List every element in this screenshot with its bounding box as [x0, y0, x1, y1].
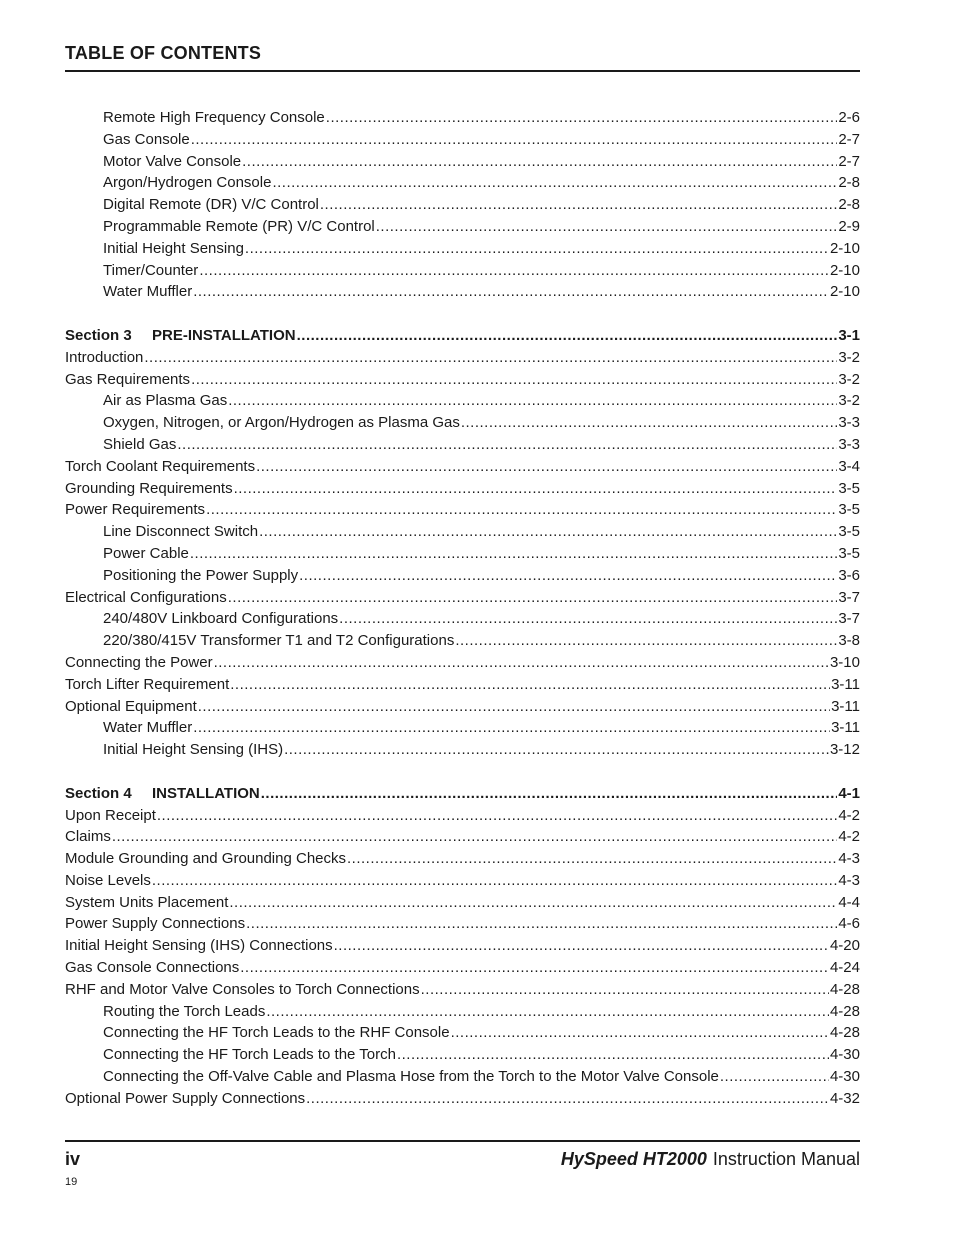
toc-subentry[interactable] [65, 543, 860, 565]
toc-entry-label: Torch Coolant Requirements [65, 457, 256, 475]
toc-entry[interactable] [65, 805, 860, 827]
toc-page-number: 4-6 [838, 915, 860, 933]
dot-leader [334, 935, 829, 957]
toc-subentry[interactable] [65, 238, 860, 260]
toc-entry-label: Shield Gas [103, 435, 177, 453]
section-spacer [65, 761, 860, 783]
dot-leader [376, 216, 838, 238]
page-header [65, 43, 860, 64]
header-divider [65, 70, 860, 72]
toc-page-number: 3-2 [838, 370, 860, 388]
toc-page-number: 2-8 [838, 174, 860, 192]
toc-entry-label: RHF and Motor Valve Consoles to Torch Connections [65, 980, 420, 998]
toc-entry-label: Power Requirements [65, 501, 206, 519]
toc-page-number: 2-10 [829, 239, 860, 257]
toc-entry-label: Gas Console Connections [65, 959, 240, 977]
toc-page-number: 4-28 [829, 1002, 860, 1020]
toc-entry[interactable] [65, 957, 860, 979]
toc-entry[interactable] [65, 587, 860, 609]
toc-page-number: 2-10 [829, 283, 860, 301]
toc-entry[interactable] [65, 1088, 860, 1110]
toc-entry-label: Programmable Remote (PR) V/C Control [103, 217, 375, 235]
toc-subentry[interactable] [65, 717, 860, 739]
toc-subentry[interactable] [65, 1066, 860, 1088]
toc-page-number: 2-7 [838, 152, 860, 170]
toc-entry-label: Optional Equipment [65, 697, 197, 715]
toc-page-number: 3-11 [831, 697, 860, 715]
dot-leader [157, 805, 837, 827]
toc-entry-label: Initial Height Sensing [103, 239, 244, 257]
toc-entry[interactable] [65, 826, 860, 848]
toc-entry-label: Upon Receipt [65, 806, 156, 824]
dot-leader [242, 151, 837, 173]
toc-entry[interactable] [65, 913, 860, 935]
toc-page-number: 3-2 [838, 392, 860, 410]
toc-subentry[interactable] [65, 1001, 860, 1023]
toc-subentry[interactable] [65, 260, 860, 282]
toc-entry-label: Introduction [65, 348, 144, 366]
toc-entry[interactable] [65, 652, 860, 674]
footer-page-number: iv [65, 1149, 81, 1169]
toc-entry-label [65, 325, 296, 347]
toc-entry-label: Module Grounding and Grounding Checks [65, 850, 347, 868]
dot-leader [234, 478, 838, 500]
section-title: PRE-INSTALLATION [152, 326, 296, 344]
table-of-contents [65, 107, 860, 1110]
toc-page-number: 4-2 [838, 806, 860, 824]
toc-entry-label: Initial Height Sensing (IHS) [103, 741, 284, 759]
toc-entry-label: 240/480V Linkboard Configurations [103, 610, 339, 628]
dot-leader [455, 630, 837, 652]
folio-number: 19 [65, 1176, 78, 1188]
toc-entry[interactable] [65, 347, 860, 369]
toc-subentry[interactable] [65, 608, 860, 630]
toc-entry-label [65, 783, 260, 805]
dot-leader [144, 347, 837, 369]
toc-section-heading[interactable] [65, 325, 860, 347]
dot-leader [240, 957, 829, 979]
toc-page-number: 3-3 [838, 414, 860, 432]
toc-page-number: 4-4 [838, 893, 860, 911]
toc-page-number: 3-8 [838, 632, 860, 650]
toc-page-number: 3-5 [838, 479, 860, 497]
footer-divider [65, 1140, 860, 1142]
dot-leader [326, 107, 838, 129]
toc-page-number: 2-8 [838, 196, 860, 214]
dot-leader [177, 434, 837, 456]
toc-entry-label: Power Cable [103, 544, 189, 562]
toc-page-number: 3-5 [838, 501, 860, 519]
toc-entry[interactable] [65, 499, 860, 521]
dot-leader [229, 892, 837, 914]
footer-manual-title [561, 1149, 860, 1170]
toc-entry-label: Electrical Configurations [65, 588, 227, 606]
toc-entry[interactable] [65, 369, 860, 391]
toc-page-number: 3-2 [838, 348, 860, 366]
toc-page-number: 4-32 [829, 1089, 860, 1107]
toc-subentry[interactable] [65, 1022, 860, 1044]
toc-page-number: 3-5 [838, 544, 860, 562]
toc-subentry[interactable] [65, 172, 860, 194]
product-brand: HySpeed HT2000 [560, 1149, 707, 1169]
section-number: Section 3 [65, 326, 132, 344]
toc-entry-label: Routing the Torch Leads [103, 1002, 266, 1020]
toc-page-number: 4-20 [829, 937, 860, 955]
dot-leader [266, 1001, 829, 1023]
dot-leader [256, 456, 837, 478]
toc-entry-label: Water Muffler [103, 719, 193, 737]
dot-leader [214, 652, 829, 674]
toc-entry[interactable] [65, 696, 860, 718]
section-number: Section 4 [65, 784, 132, 802]
toc-entry-label: Torch Lifter Requirement [65, 675, 230, 693]
toc-page-number: 3-5 [838, 523, 860, 541]
toc-subentry[interactable] [65, 390, 860, 412]
toc-page-number: 4-28 [829, 980, 860, 998]
dot-leader [198, 696, 830, 718]
toc-entry[interactable] [65, 892, 860, 914]
toc-entry-label: Argon/Hydrogen Console [103, 174, 272, 192]
toc-entry[interactable] [65, 935, 860, 957]
toc-page-number: 3-7 [838, 588, 860, 606]
toc-subentry[interactable] [65, 434, 860, 456]
toc-subentry[interactable] [65, 630, 860, 652]
toc-entry-label: Positioning the Power Supply [103, 566, 299, 584]
toc-entry[interactable] [65, 870, 860, 892]
toc-entry[interactable] [65, 478, 860, 500]
toc-entry[interactable] [65, 674, 860, 696]
toc-page-number: 3-1 [838, 326, 860, 344]
dot-leader [199, 260, 829, 282]
toc-entry-label: Connecting the HF Torch Leads to the Torch [103, 1046, 396, 1064]
toc-entry-label: Water Muffler [103, 283, 193, 301]
dot-leader [259, 521, 837, 543]
dot-leader [297, 325, 838, 347]
toc-page-number: 4-30 [829, 1068, 860, 1086]
toc-entry-label: System Units Placement [65, 893, 229, 911]
dot-leader [206, 499, 837, 521]
toc-subentry[interactable] [65, 129, 860, 151]
dot-leader [245, 238, 829, 260]
toc-subentry[interactable] [65, 107, 860, 129]
toc-page-number: 3-3 [838, 435, 860, 453]
toc-page-number: 2-7 [838, 130, 860, 148]
dot-leader [191, 369, 837, 391]
toc-entry-label: Line Disconnect Switch [103, 523, 259, 541]
toc-page-number: 3-11 [831, 675, 860, 693]
toc-entry-label: Power Supply Connections [65, 915, 246, 933]
toc-entry-label: Remote High Frequency Console [103, 109, 325, 126]
dot-leader [451, 1022, 829, 1044]
dot-leader [112, 826, 837, 848]
toc-page-number: 4-2 [838, 828, 860, 846]
dot-leader [284, 739, 829, 761]
page-title: TABLE OF CONTENTS [65, 43, 262, 63]
toc-entry-label: Gas Requirements [65, 370, 191, 388]
section-title: INSTALLATION [152, 784, 260, 802]
dot-leader [193, 717, 830, 739]
toc-page-number: 2-6 [838, 109, 860, 126]
toc-entry-label: Digital Remote (DR) V/C Control [103, 196, 319, 214]
dot-leader [246, 913, 837, 935]
dot-leader [228, 390, 837, 412]
toc-page-number: 4-24 [829, 959, 860, 977]
dot-leader [230, 674, 830, 696]
dot-leader [193, 281, 829, 303]
toc-entry-label: Connecting the Off-Valve Cable and Plasma Hose from the Torch to the Motor Valve Console [103, 1068, 719, 1086]
toc-entry-label: Connecting the HF Torch Leads to the RHF Console [103, 1024, 450, 1042]
toc-entry-label: Grounding Requirements [65, 479, 233, 497]
toc-subentry[interactable] [65, 151, 860, 173]
toc-entry-label: Motor Valve Console [103, 152, 242, 170]
toc-page-number: 4-28 [829, 1024, 860, 1042]
toc-entry-label: Air as Plasma Gas [103, 392, 228, 410]
toc-page-number: 3-11 [831, 719, 860, 737]
toc-subentry[interactable] [65, 412, 860, 434]
dot-leader [339, 608, 837, 630]
toc-entry[interactable] [65, 979, 860, 1001]
toc-page-number: 4-3 [838, 871, 860, 889]
toc-subentry[interactable] [65, 281, 860, 303]
dot-leader [228, 587, 838, 609]
toc-subentry[interactable] [65, 521, 860, 543]
dot-leader [421, 979, 829, 1001]
dot-leader [152, 870, 837, 892]
toc-entry-label: Timer/Counter [103, 261, 199, 279]
dot-leader [261, 783, 838, 805]
toc-entry-label: Noise Levels [65, 871, 151, 889]
toc-page-number: 2-10 [829, 261, 860, 279]
toc-entry-label: Claims [65, 828, 111, 846]
toc-page-number: 3-6 [838, 566, 860, 584]
dot-leader [320, 194, 837, 216]
toc-entry[interactable] [65, 848, 860, 870]
toc-entry-label: Connecting the Power [65, 653, 213, 671]
toc-subentry[interactable] [65, 739, 860, 761]
toc-subentry[interactable] [65, 216, 860, 238]
toc-page-number: 4-30 [829, 1046, 860, 1064]
toc-page-number: 3-12 [829, 741, 860, 759]
dot-leader [191, 129, 838, 151]
dot-leader [347, 848, 837, 870]
dot-leader [461, 412, 837, 434]
toc-entry[interactable] [65, 456, 860, 478]
toc-subentry[interactable] [65, 194, 860, 216]
toc-entry-label: 220/380/415V Transformer T1 and T2 Configurations [103, 632, 455, 650]
toc-page-number: 3-4 [838, 457, 860, 475]
manual-label: Instruction Manual [712, 1149, 860, 1169]
toc-subentry[interactable] [65, 1044, 860, 1066]
toc-entry-label: Optional Power Supply Connections [65, 1089, 306, 1107]
toc-page-number: 4-1 [838, 784, 860, 802]
toc-page-number: 2-9 [838, 217, 860, 235]
toc-entry-label: Gas Console [103, 130, 190, 148]
dot-leader [397, 1044, 829, 1066]
dot-leader [306, 1088, 829, 1110]
section-spacer [65, 303, 860, 325]
dot-leader [272, 172, 837, 194]
toc-section-heading[interactable] [65, 783, 860, 805]
toc-page-number: 4-3 [838, 850, 860, 868]
dot-leader [720, 1066, 829, 1088]
dot-leader [190, 543, 837, 565]
toc-entry-label: Initial Height Sensing (IHS) Connections [65, 937, 333, 955]
dot-leader [299, 565, 837, 587]
toc-page-number: 3-10 [829, 653, 860, 671]
toc-page-number: 3-7 [838, 610, 860, 628]
toc-entry-label: Oxygen, Nitrogen, or Argon/Hydrogen as Plasma Gas [103, 414, 460, 432]
toc-subentry[interactable] [65, 565, 860, 587]
